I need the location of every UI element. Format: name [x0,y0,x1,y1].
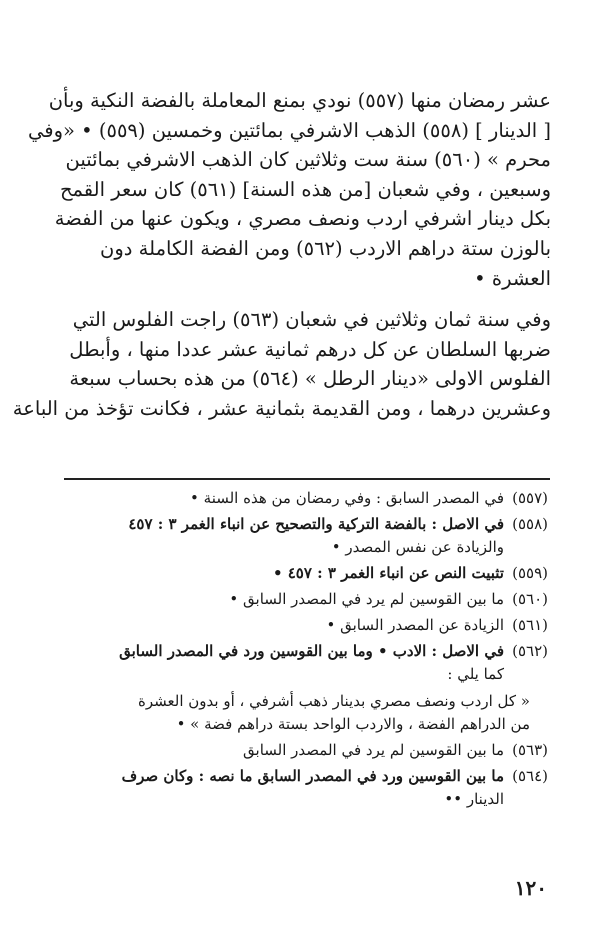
footnote-number: (٥٦١) [512,616,548,634]
footnotes [56,487,548,811]
footnote-number: (٥٥٨) [512,515,548,533]
footnote-text: الزيادة عن المصدر السابق • [326,616,504,634]
footnote-text: في الاصل : بالفضة التركية والتصحيح عن انباء الغمر ٣ : ٤٥٧ [128,515,504,533]
text-line: بالوزن ستة دراهم الاردب (٥٦٢) ومن الفضة الكاملة دون [100,236,551,260]
footnote-number: (٥٦٠) [512,590,548,608]
paragraph-1 [28,86,551,293]
footnote-number: (٥٦٢) [512,642,548,660]
footnote-563 [56,739,548,762]
page-number: ١٢٠ [514,876,547,900]
text-line: الفلوس الاولى «دينار الرطل » (٥٦٤) من هذه بحساب سبعة [69,367,551,391]
text-line: وفي سنة ثمان وثلاثين في شعبان (٥٦٣) راجت الفلوس التي [72,308,551,332]
paragraph-2 [12,305,551,423]
footnote-564 [56,765,548,811]
footnote-number: (٥٦٣) [512,741,548,759]
footnote-558 [56,513,548,559]
main-text [12,86,551,424]
footnote-text: ما بين القوسين لم يرد في المصدر السابق [243,741,504,759]
text-line: عشر رمضان منها (٥٥٧) نودي بمنع المعاملة بالفضة النكية وبأن [48,89,551,112]
footnote-561 [56,614,548,637]
footnote-560 [56,588,548,611]
footnote-text: في الاصل : الادب • وما بين القوسين ورد في المصدر السابق [119,642,504,660]
footnote-text: تثبيت النص عن انباء الغمر ٣ : ٤٥٧ • [272,564,504,582]
footnote-text: ما بين القوسين لم يرد في المصدر السابق • [229,590,504,608]
footnote-562-quote [56,690,548,736]
footnote-number: (٥٥٩) [512,564,548,582]
text-line: [ الدينار ] (٥٥٨) الذهب الاشرفي بمائتين وخمسين (٥٥٩) • «وفي [28,118,551,142]
footnote-divider [64,478,550,480]
text-line: بكل دينار اشرفي اردب ونصف مصري ، ويكون عنها من الفضة [54,207,551,231]
footnote-557 [56,487,548,510]
text-line: العشرة • [474,266,551,290]
quote-text: « كل اردب ونصف مصري بدينار ذهب أشرفي ، أو بدون العشرة [138,692,530,710]
footnote-number: (٥٦٤) [512,767,548,785]
footnote-text: والزيادة عن نفس المصدر • [331,538,504,556]
footnote-text: في المصدر السابق : وفي رمضان من هذه السنة • [190,489,504,507]
footnote-559 [56,562,548,585]
text-line: محرم » (٥٦٠) سنة ست وثلاثين كان الذهب الاشرفي بمائتين [65,148,551,172]
quote-text: من الدراهم الفضة ، والاردب الواحد بستة دراهم فضة » • [176,715,530,733]
text-line: وسبعين ، وفي شعبان [من هذه السنة] (٥٦١) كان سعر القمح [59,177,551,201]
footnote-562 [56,640,548,686]
text-line: وعشرين درهما ، ومن القديمة بثمانية عشر ، فكانت تؤخذ من الباعة [12,396,551,420]
footnote-text: كما يلي : [447,665,504,683]
text-line: ضربها السلطان عن كل درهم ثمانية عشر عددا منها ، وأبطل [69,337,551,361]
footnote-number: (٥٥٧) [512,489,548,507]
footnote-text: ما بين القوسين ورد في المصدر السابق ما نصه : وكان صرف [121,767,504,785]
footnote-text: الدينار •• [444,790,504,808]
